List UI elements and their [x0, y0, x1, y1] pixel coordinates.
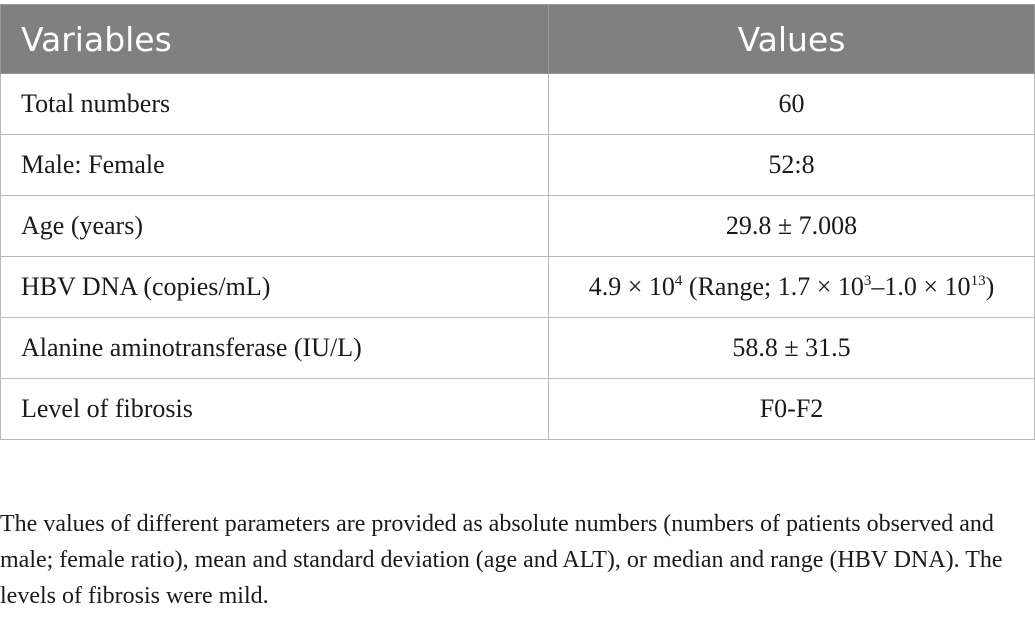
- row-label: Age (years): [1, 196, 549, 257]
- value-part: ): [985, 272, 995, 301]
- value-part: –1.0 × 10: [871, 272, 971, 301]
- table-row: [1, 74, 1035, 135]
- value-part: 4.9 × 10: [588, 272, 675, 301]
- value-part: (Range; 1.7 × 10: [682, 272, 864, 301]
- table-row: [1, 257, 1035, 318]
- row-label: HBV DNA (copies/mL): [1, 257, 549, 318]
- row-label: Total numbers: [1, 74, 549, 135]
- value-exponent: 4: [674, 273, 683, 289]
- row-value: 29.8 ± 7.008: [549, 196, 1035, 257]
- row-label: Male: Female: [1, 135, 549, 196]
- header-values: Values: [549, 5, 1035, 74]
- value-exponent: 3: [863, 273, 872, 289]
- row-label: Level of fibrosis: [1, 379, 549, 440]
- value-exponent: 13: [970, 273, 986, 289]
- row-value: F0-F2: [549, 379, 1035, 440]
- header-variables: Variables: [1, 5, 549, 74]
- row-value: 58.8 ± 31.5: [549, 318, 1035, 379]
- data-table: [0, 4, 1035, 440]
- table-row: [1, 196, 1035, 257]
- row-value: 60: [549, 74, 1035, 135]
- table-body: [1, 74, 1035, 440]
- table-row: [1, 379, 1035, 440]
- row-value: 52:8: [549, 135, 1035, 196]
- row-label: Alanine aminotransferase (IU/L): [1, 318, 549, 379]
- header-row: [1, 5, 1035, 74]
- row-value: [549, 257, 1035, 318]
- table-row: [1, 318, 1035, 379]
- table-footnote: The values of different parameters are provided as absolute numbers (numbers of patients observed and male; female ratio), mean and standard deviation (age and ALT), or median and range (HBV DNA). The levels of fibrosis were mild.: [0, 511, 1003, 609]
- table-header: [1, 5, 1035, 74]
- table-row: [1, 135, 1035, 196]
